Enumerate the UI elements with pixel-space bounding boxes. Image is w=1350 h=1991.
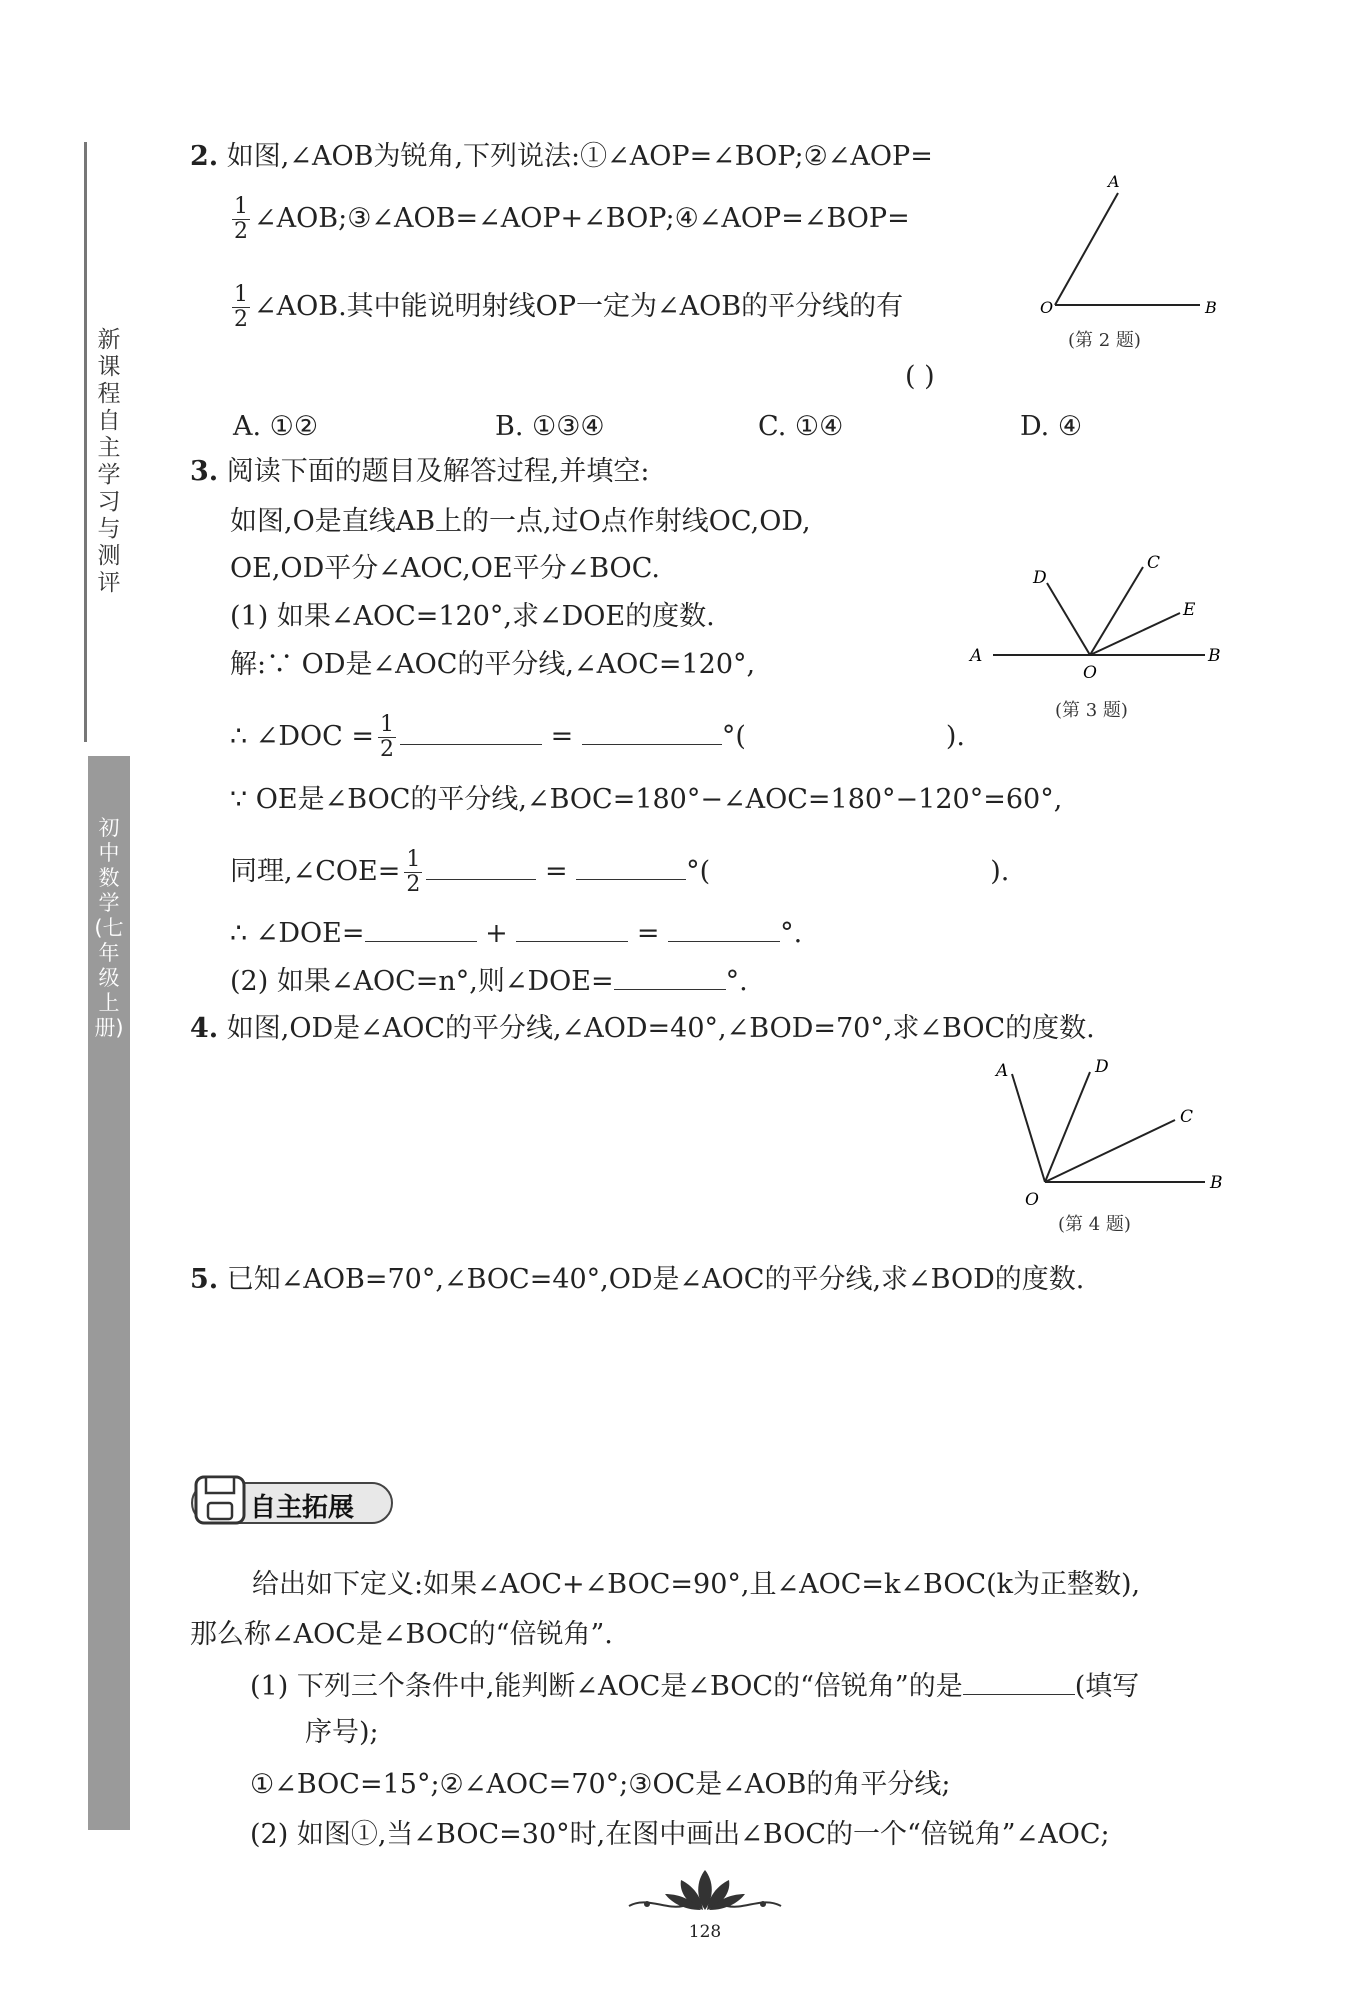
- q3-label-b: B: [1208, 646, 1220, 666]
- q2-text-1: 如图,∠AOB为锐角,下列说法:①∠AOP=∠BOP;②∠AOP=: [226, 141, 933, 172]
- q3-line-1: [190, 455, 649, 489]
- q3-blank-3[interactable]: [426, 853, 536, 880]
- q3-label-e: E: [1183, 600, 1196, 620]
- q3-fraction-1: $\frac{1}{2}$: [380, 712, 395, 762]
- q3-blank-1[interactable]: [400, 718, 542, 745]
- q2-label-o: O: [1040, 298, 1054, 317]
- floppy-disk-icon: [196, 1477, 244, 1523]
- q3-blank-7[interactable]: [668, 915, 780, 942]
- side-tab-subject-text: 初中数学(七年级上册): [94, 816, 124, 1040]
- q3-caption: (第 3 题): [1055, 700, 1128, 721]
- section-badge: [190, 1475, 395, 1527]
- q3-line-3: OE,OD平分∠AOC,OE平分∠BOC.: [230, 553, 660, 584]
- q3-line-8-close: ).: [990, 856, 1010, 887]
- q4-label-o: O: [1025, 1190, 1039, 1210]
- q3-blank-8[interactable]: [614, 963, 726, 990]
- q3-line-8: [230, 848, 1009, 897]
- ext-line-3: [250, 1668, 1139, 1704]
- q3-label-o: O: [1083, 663, 1097, 683]
- q2-option-b: B. ①③④: [495, 411, 605, 442]
- q2-label-a: A: [1108, 172, 1120, 191]
- q3-line-9: [230, 915, 802, 951]
- q4-label-c: C: [1180, 1107, 1194, 1127]
- q3-text-1: 阅读下面的题目及解答过程,并填空:: [226, 456, 650, 487]
- q4-label-b: B: [1210, 1173, 1223, 1193]
- q4-label-a: A: [996, 1061, 1009, 1081]
- q3-label-d: D: [1033, 568, 1047, 588]
- page-number: 128: [688, 1922, 722, 1942]
- q4-number: 4.: [190, 1013, 219, 1044]
- q3-blank-6[interactable]: [516, 915, 628, 942]
- side-tab-series: [84, 142, 131, 742]
- q2-option-a: A. ①②: [233, 411, 319, 442]
- q3-line-9-deg: °.: [780, 918, 803, 949]
- q2-option-c: C. ①④: [758, 411, 844, 442]
- q2-fraction-1: $\frac{1}{2}$: [234, 194, 248, 244]
- q3-line-9-label: ∴ ∠DOE=: [230, 918, 365, 949]
- q3-fraction-2: $\frac{1}{2}$: [406, 847, 421, 897]
- q4-figure: [980, 1050, 1230, 1210]
- q3-line-10-deg: °.: [725, 966, 748, 997]
- q2-label-b: B: [1205, 298, 1217, 317]
- q4-caption: (第 4 题): [1058, 1214, 1131, 1235]
- q3-blank-4[interactable]: [576, 853, 686, 880]
- ext-line-4: 序号);: [305, 1717, 379, 1748]
- ext-blank-1[interactable]: [963, 1668, 1075, 1695]
- side-tab-subject: [88, 756, 130, 1830]
- section-title: 自主拓展: [250, 1493, 355, 1523]
- q2-text-3: ∠AOB.其中能说明射线OP一定为∠AOB的平分线的有: [254, 291, 904, 322]
- ext-line-5: ①∠BOC=15°;②∠AOC=70°;③OC是∠AOB的角平分线;: [250, 1769, 951, 1800]
- ext-line-3-text: (1) 下列三个条件中,能判断∠AOC是∠BOC的“倍锐角”的是: [250, 1671, 963, 1702]
- q3-line-2: 如图,O是直线AB上的一点,过O点作射线OC,OD,: [230, 506, 811, 537]
- ext-line-6: (2) 如图①,当∠BOC=30°时,在图中画出∠BOC的一个“倍锐角”∠AOC;: [250, 1819, 1110, 1850]
- q3-figure: [965, 545, 1220, 690]
- q2-option-d: D. ④: [1020, 411, 1083, 442]
- q3-line-8-eq: =: [544, 856, 568, 887]
- q2-line-3: [228, 283, 903, 332]
- q3-line-6-label: ∴ ∠DOC =: [230, 721, 375, 752]
- q3-blank-2[interactable]: [582, 718, 722, 745]
- q3-line-5: 解:∵ OD是∠AOC的平分线,∠AOC=120°,: [230, 649, 756, 680]
- q3-label-a: A: [970, 646, 983, 666]
- side-tab-series-text: 新课程自主学习与测评: [97, 327, 121, 596]
- q2-text-2: ∠AOB;③∠AOB=∠AOP+∠BOP;④∠AOP=∠BOP=: [254, 203, 910, 234]
- q3-line-4: (1) 如果∠AOC=120°,求∠DOE的度数.: [230, 601, 715, 632]
- q3-line-6-eq: =: [550, 721, 574, 752]
- q3-line-8-label: 同理,∠COE=: [230, 856, 401, 887]
- q2-answer-paren: ( ): [905, 361, 935, 392]
- q3-line-6: [230, 713, 965, 762]
- q2-line-2: [228, 195, 910, 244]
- q4-label-d: D: [1095, 1057, 1109, 1077]
- q2-line-1: [190, 140, 933, 174]
- q3-label-c: C: [1147, 553, 1161, 573]
- q4-line: [190, 1012, 1095, 1046]
- q3-line-10-label: (2) 如果∠AOC=n°,则∠DOE=: [230, 966, 614, 997]
- q5-number: 5.: [190, 1264, 219, 1295]
- q2-fraction-2: $\frac{1}{2}$: [234, 282, 248, 332]
- ext-line-1: 给出如下定义:如果∠AOC+∠BOC=90°,且∠AOC=k∠BOC(k为正整数),: [252, 1569, 1141, 1600]
- ext-line-2: 那么称∠AOC是∠BOC的“倍锐角”.: [190, 1619, 613, 1650]
- q3-line-7: ∵ OE是∠BOC的平分线,∠BOC=180°−∠AOC=180°−120°=60°,: [230, 784, 1063, 815]
- q3-number: 3.: [190, 456, 219, 487]
- q3-line-8-deg: °(: [686, 856, 711, 887]
- q3-blank-5[interactable]: [365, 915, 477, 942]
- q3-line-9-eq: =: [636, 918, 660, 949]
- q3-line-6-deg: °(: [721, 721, 746, 752]
- q4-text: 如图,OD是∠AOC的平分线,∠AOD=40°,∠BOD=70°,求∠BOC的度数.: [226, 1013, 1095, 1044]
- ext-line-3-tail: (填写: [1074, 1671, 1140, 1702]
- q3-line-10: [230, 963, 748, 999]
- q2-caption: (第 2 题): [1068, 330, 1141, 351]
- q5-line: [190, 1263, 1084, 1297]
- leaf-ornament-icon: [625, 1866, 785, 1920]
- q5-text: 已知∠AOB=70°,∠BOC=40°,OD是∠AOC的平分线,求∠BOD的度数.: [226, 1264, 1085, 1295]
- q2-number: 2.: [190, 141, 219, 172]
- q3-line-9-plus: +: [485, 918, 508, 949]
- q3-line-6-close: ).: [945, 721, 966, 752]
